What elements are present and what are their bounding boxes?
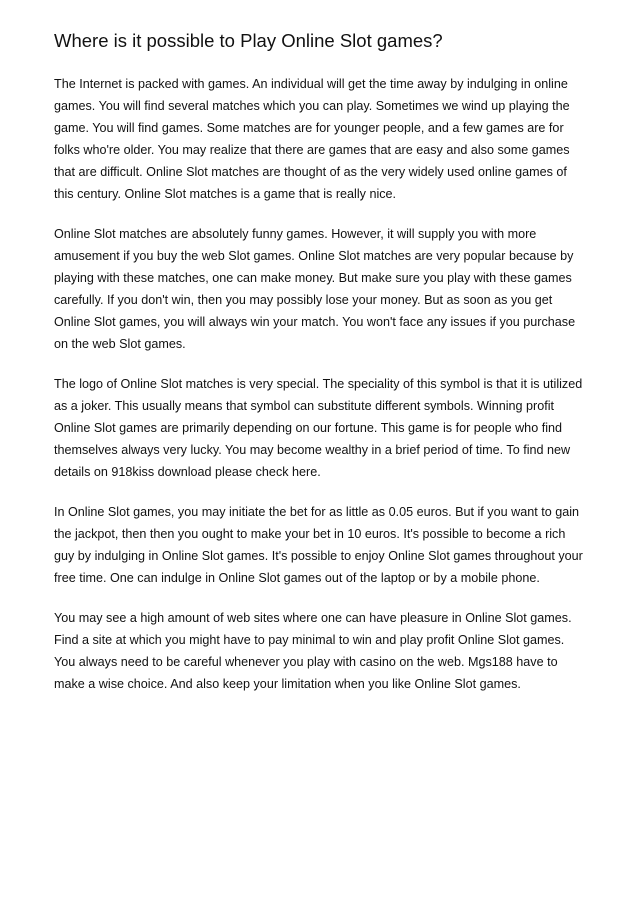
paragraph-4: In Online Slot games, you may initiate the bet for as little as 0.05 euros. But if you want to gain the jackpot, then then you ought to make your bet in 10 euros. It's possible to become a rich guy by indulging in Online Slot games. It's possible to enjoy Online Slot games throughout your free time. One can indulge in Online Slot games out of the laptop or by a mobile phone. [54, 505, 583, 585]
paragraph-5: You may see a high amount of web sites where one can have pleasure in Online Slot games. Find a site at which you might have to pay minimal to win and play profit Online Slot games. You always need to be careful whenever you play with casino on the web. Mgs188 have to make a wise choice. And also keep your limitation when you like Online Slot games. [54, 611, 572, 691]
paragraph-3: The logo of Online Slot matches is very special. The speciality of this symbol is that it is utilized as a joker. This usually means that symbol can substitute different symbols. Winning profit Online Slot games are primarily depending on our fortune. This game is for people who find themselves always very lucky. You may become wealthy in a brief period of time. To find new details on 918kiss download please check here. [54, 377, 583, 479]
document-title: Where is it possible to Play Online Slot games? [54, 30, 443, 51]
paragraph-1: The Internet is packed with games. An individual will get the time away by indulging in online games. You will find several matches which you can play. Sometimes we wind up playing the game. You will find games. Some matches are for younger people, and a few games are for folks who're older. You may realize that there are games that are easy and also some games that are difficult. Online Slot matches are thought of as the very widely used online games of this century. Online Slot matches is a game that is really nice. [54, 77, 570, 201]
paragraph-2: Online Slot matches are absolutely funny games. However, it will supply you with more amusement if you buy the web Slot games. Online Slot matches are very popular because by playing with these matches, one can make money. But make sure you play with these games carefully. If you don't win, then you may possibly lose your money. But as soon as you get Online Slot games, you will always win your match. You won't face any issues if you purchase on the web Slot games. [54, 227, 576, 351]
